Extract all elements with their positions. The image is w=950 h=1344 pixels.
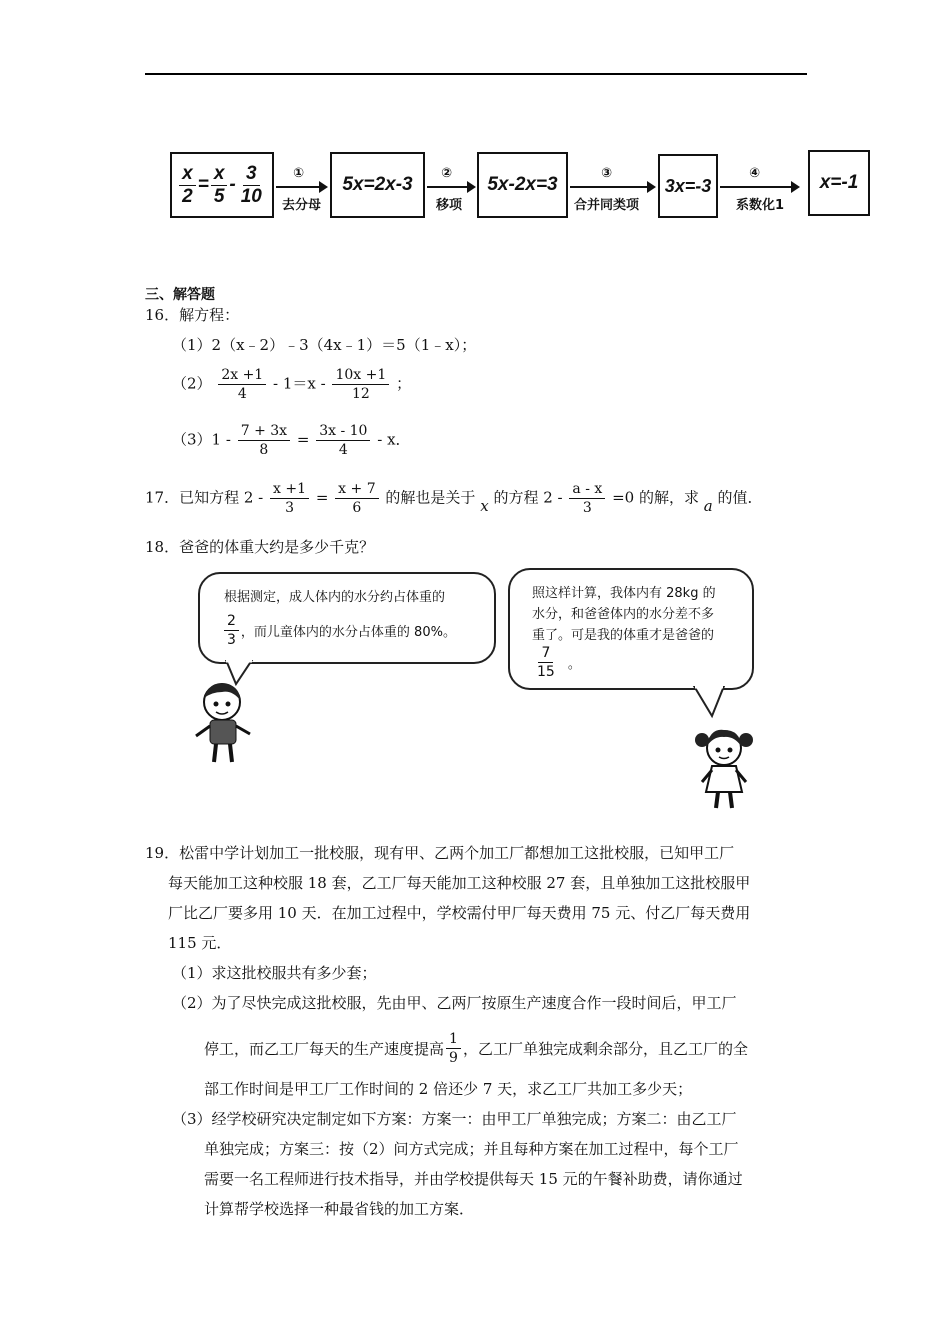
q19-intro-line-2: 每天能加工这种校服 18 套，乙工厂每天能加工这种校服 27 套，且单独加工这批校服甲 xyxy=(168,874,751,892)
minus-sign: - xyxy=(229,174,236,195)
flow-box-step-2: 5x=2x-3 xyxy=(330,152,425,218)
section-title: 三、解答题 xyxy=(145,287,215,303)
equals-sign: = xyxy=(197,174,209,195)
flow-arrow-3 xyxy=(570,186,654,188)
header-rule xyxy=(145,73,807,75)
boy-cartoon-icon xyxy=(192,678,262,768)
q18-title: 18．爸爸的体重大约是多少千克？ xyxy=(145,538,375,556)
flow-arrow-4 xyxy=(720,186,798,188)
fraction-7-3x-over-8: $\frac{7 + 3x}{8}$ xyxy=(238,422,290,459)
fraction-1-over-9: $\frac{1}{9}$ xyxy=(446,1030,461,1067)
fraction-x-over-5: $\frac{x}{5}$ xyxy=(211,163,228,208)
q16-part-3: （3）1 - $\frac{7 + 3x}{8}$ = $\frac{3x - 10}{4}$ - x． xyxy=(172,423,411,458)
step-number-3: ③ xyxy=(601,166,613,181)
q16-title: 16．解方程： xyxy=(145,306,240,324)
step-label-2: 移项 xyxy=(436,198,463,213)
fraction-x-over-2: $\frac{x}{2}$ xyxy=(179,163,196,208)
q19-sub-1: （1）求这批校服共有多少套； xyxy=(172,964,377,982)
q19-intro-line-4: 115 元． xyxy=(168,934,232,952)
q19-intro-line-1: 19．松雷中学计划加工一批校服，现有甲、乙两个加工厂都想加工这批校服，已知甲工厂 xyxy=(145,844,735,862)
q19-sub-3-line-2: 单独完成；方案三：按（2）问方式完成；并且每种方案在加工过程中，每个工厂 xyxy=(204,1140,739,1158)
step-label-4: 系数化1 xyxy=(736,198,785,213)
speech-bubble-tail-girl xyxy=(690,686,730,726)
fraction-2x1-over-4: $\frac{2x +1}{4}$ xyxy=(218,366,266,403)
flow-box-step-3: 5x-2x=3 xyxy=(477,152,568,218)
speech-bubble-girl: 照这样计算，我体内有 28kg 的 水分，和爸爸体内的水分差不多 重了。可是我的体重才是爸爸的 $\frac{7}{15}$ 。 xyxy=(508,568,754,690)
q16-part-1: （1）2（x﹣2）﹣3（4x﹣1）＝5（1﹣x）； xyxy=(172,336,477,354)
fraction-10x1-over-12: $\frac{10x +1}{12}$ xyxy=(332,366,389,403)
fraction-2-over-3: $\frac{2}{3}$ xyxy=(224,612,239,649)
q19-sub-3-line-3: 需要一名工程师进行技术指导，并由学校提供每天 15 元的午餐补助费，请你通过 xyxy=(204,1170,743,1188)
q19-sub-3-line-1: （3）经学校研究决定制定如下方案：方案一：由甲工厂单独完成；方案二：由乙工厂 xyxy=(172,1110,737,1128)
q19-sub-2-line-3: 部工作时间是甲工厂工作时间的 2 倍还少 7 天，求乙工厂共加工多少天； xyxy=(204,1080,693,1098)
step-label-3: 合并同类项 xyxy=(574,198,640,213)
fraction-3x-10-over-4: $\frac{3x - 10}{4}$ xyxy=(316,422,370,459)
flow-arrow-2 xyxy=(427,186,474,188)
fraction-a-x-over-3: $\frac{a - x}{3}$ xyxy=(569,480,605,517)
fraction-x1-over-3: $\frac{x +1}{3}$ xyxy=(270,480,309,517)
flow-arrow-1 xyxy=(276,186,326,188)
fraction-7-over-15: $\frac{7}{15}$ xyxy=(537,645,555,680)
step-number-4: ④ xyxy=(749,166,761,181)
step-number-2: ② xyxy=(441,166,453,181)
flow-box-original-equation xyxy=(170,152,274,218)
fraction-3-over-10: $\frac{3}{10}$ xyxy=(240,162,262,207)
fraction-x7-over-6: $\frac{x + 7}{6}$ xyxy=(335,480,378,517)
flow-box-solution: x=-1 xyxy=(808,150,870,216)
q19-sub-2-line-1: （2）为了尽快完成这批校服，先由甲、乙两厂按原生产速度合作一段时间后，甲工厂 xyxy=(172,994,737,1012)
q19-sub-3-line-4: 计算帮学校选择一种最省钱的加工方案． xyxy=(204,1200,475,1218)
speech-bubble-boy: 根据测定，成人体内的水分约占体重的 $\frac{2}{3}$ ，而儿童体内的水分占体重的 80%。 xyxy=(198,572,496,664)
q17-text: 17．已知方程 2 - $\frac{x +1}{3}$ = $\frac{x + 7}{6}$ 的解也是关于 x 的方程 2 - $\frac{a - x}{3}$ =0 的解，求 a 的值． xyxy=(145,481,763,516)
step-label-1: 去分母 xyxy=(282,198,322,213)
q19-intro-line-3: 厂比乙厂要多用 10 天．在加工过程中，学校需付甲厂每天费用 75 元、付乙厂每天费用 xyxy=(168,904,751,922)
q19-sub-2-line-2: 停工，而乙工厂每天的生产速度提高 $\frac{1}{9}$ ，乙工厂单独完成剩余部分，且乙工厂的全 xyxy=(204,1031,748,1066)
girl-cartoon-icon xyxy=(690,724,760,814)
q16-part-2: （2） $\frac{2x +1}{4}$ - 1＝x - $\frac{10x +1}{12}$ ； xyxy=(172,367,412,402)
flow-box-step-4: 3x=-3 xyxy=(658,154,718,218)
step-number-1: ① xyxy=(293,166,305,181)
